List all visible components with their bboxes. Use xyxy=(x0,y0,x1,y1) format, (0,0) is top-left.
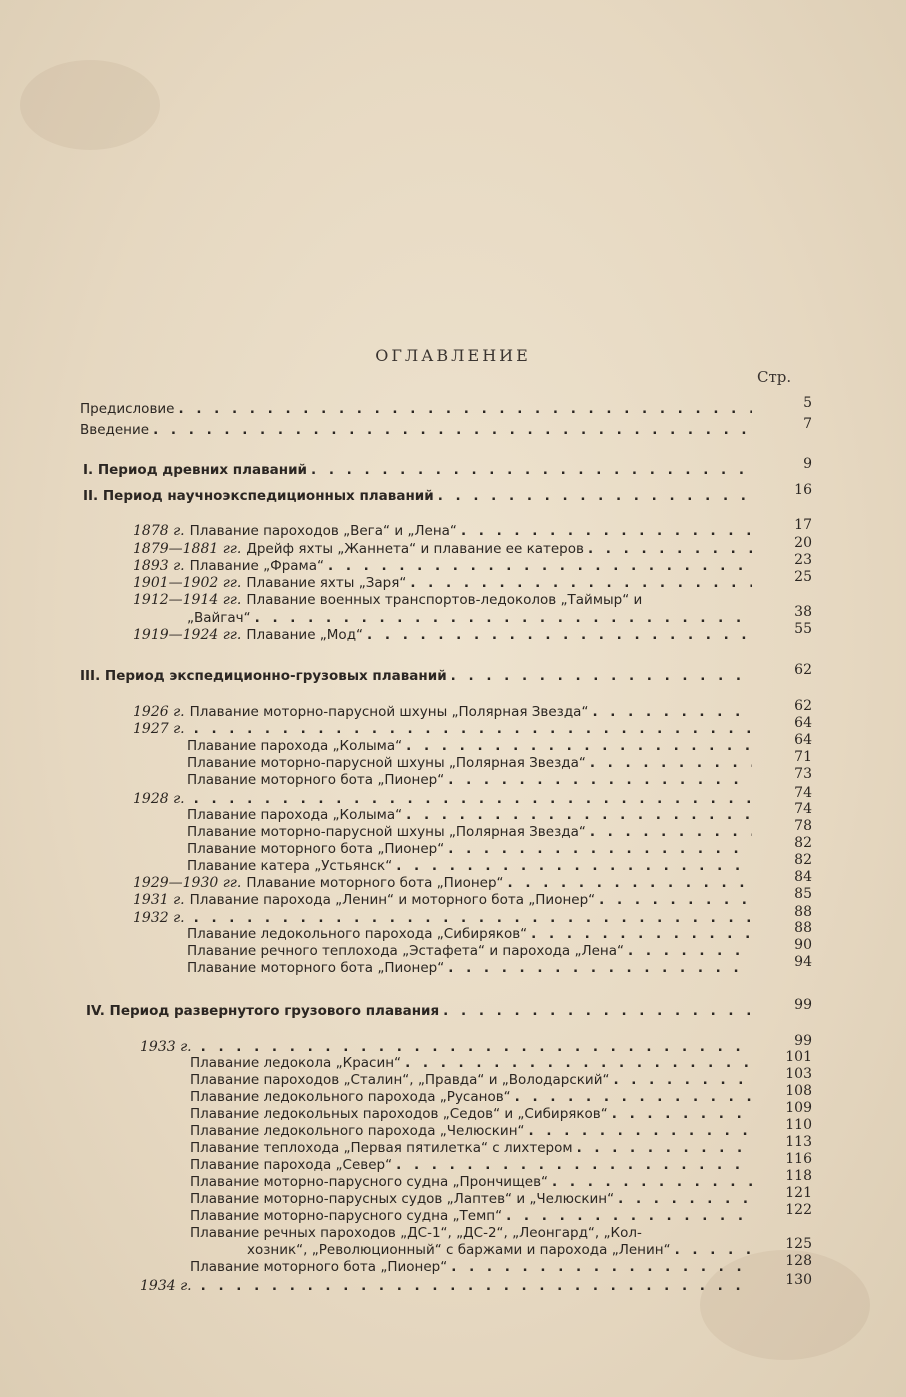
toc-row xyxy=(0,535,906,558)
toc-row xyxy=(0,621,906,644)
toc-entry xyxy=(133,891,752,909)
toc-year: 1901—1902 гг. xyxy=(133,575,242,591)
toc-title: Плавание парохода „Ленин“ и моторного бота „Пионер“ xyxy=(189,892,596,908)
toc-page-number: 7 xyxy=(803,416,812,432)
dot-leader xyxy=(396,1156,752,1174)
toc-year: 1912—1914 гг. xyxy=(133,592,242,608)
toc-title: Плавание моторно-парусной шхуны „Полярная Звезда“ xyxy=(189,704,589,720)
toc-title: Плавание моторного бота „Пионер“ xyxy=(187,772,445,788)
toc-entry xyxy=(190,1190,752,1208)
toc-page-number: 109 xyxy=(785,1100,812,1116)
toc-entry xyxy=(187,959,752,977)
toc-title: Плавание моторно-парусной шхуны „Полярная Звезда“ xyxy=(187,824,586,840)
toc-entry xyxy=(133,540,752,558)
toc-row xyxy=(0,920,906,943)
dot-leader xyxy=(508,874,752,892)
dot-leader xyxy=(448,771,752,789)
dot-leader xyxy=(675,1241,752,1259)
toc-page-number: 103 xyxy=(785,1066,812,1082)
toc-row xyxy=(0,1168,906,1191)
toc-entry xyxy=(190,1173,752,1191)
toc-row xyxy=(0,1083,906,1106)
toc-entry xyxy=(187,925,752,943)
toc-entry xyxy=(190,1207,752,1225)
toc-row xyxy=(0,416,906,439)
toc-page-number: 20 xyxy=(794,535,812,551)
toc-page-number: 38 xyxy=(794,604,812,620)
toc-entry xyxy=(190,1156,752,1174)
toc-title: Плавание речного теплохода „Эстафета“ и парохода „Лена“ xyxy=(187,943,625,959)
toc-entry xyxy=(80,400,752,418)
toc-year: 1932 г. xyxy=(133,910,185,926)
dot-leader xyxy=(590,823,752,841)
toc-page-number: 73 xyxy=(794,766,812,782)
toc-page-number: 99 xyxy=(794,1033,812,1049)
toc-entry xyxy=(187,840,752,858)
toc-title: Плавание яхты „Заря“ xyxy=(246,575,407,591)
toc-title: Дрейф яхты „Жаннета“ и плавание ее катеров xyxy=(246,541,584,557)
toc-entry xyxy=(187,771,752,789)
toc-entry xyxy=(133,703,752,721)
toc-title: Плавание „Фрама“ xyxy=(189,558,324,574)
dot-leader xyxy=(406,806,752,824)
toc-title: Плавание моторного бота „Пионер“ xyxy=(190,1259,448,1275)
toc-page-number: 74 xyxy=(794,785,812,801)
dot-leader xyxy=(194,720,752,738)
toc-page-number: 84 xyxy=(794,869,812,885)
toc-page-number: 108 xyxy=(785,1083,812,1099)
dot-leader xyxy=(311,461,752,479)
toc-row xyxy=(0,482,906,505)
toc-entry xyxy=(187,737,752,755)
toc-page-number: 122 xyxy=(785,1202,812,1218)
toc-page-number: 113 xyxy=(785,1134,812,1150)
toc-page-number: 82 xyxy=(794,835,812,851)
dot-leader xyxy=(255,609,752,627)
toc-title: Плавание катера „Устьянск“ xyxy=(187,858,393,874)
toc-entry xyxy=(133,574,752,592)
dot-leader xyxy=(590,754,752,772)
toc-title: Плавание моторно-парусного судна „Прончищев“ xyxy=(190,1174,549,1190)
toc-title: Плавание моторного бота „Пионер“ xyxy=(246,875,504,891)
toc-year: 1879—1881 гг. xyxy=(133,541,242,557)
toc-page-number: 62 xyxy=(794,698,812,714)
toc-row xyxy=(0,886,906,909)
toc-year: 1931 г. xyxy=(133,892,185,908)
toc-page-number: 62 xyxy=(794,662,812,678)
toc-row xyxy=(0,1202,906,1225)
dot-leader xyxy=(461,522,752,540)
toc-entry xyxy=(133,522,752,540)
toc-page-number: 64 xyxy=(794,732,812,748)
toc-entry xyxy=(133,626,752,644)
page-title: ОГЛАВЛЕНИЕ xyxy=(375,346,531,365)
toc-title: Предисловие xyxy=(80,401,175,417)
dot-leader xyxy=(588,540,752,558)
toc-entry xyxy=(187,609,752,627)
toc-entry xyxy=(133,874,752,892)
toc-title: Плавание ледокольного парохода „Сибиряков“ xyxy=(187,926,528,942)
toc-page-number: 101 xyxy=(785,1049,812,1065)
dot-leader xyxy=(451,1258,752,1276)
toc-entry xyxy=(140,1277,752,1295)
toc-title: Плавание парохода „Север“ xyxy=(190,1157,393,1173)
toc-row xyxy=(0,749,906,772)
toc-title: Введение xyxy=(80,422,150,438)
toc-row xyxy=(0,818,906,841)
toc-title: хозник“, „Революционный“ с баржами и парохода „Ленин“ xyxy=(247,1242,671,1258)
toc-year: 1878 г. xyxy=(133,523,185,539)
toc-page-number: 25 xyxy=(794,569,812,585)
toc-page-number: 5 xyxy=(803,395,812,411)
dot-leader xyxy=(153,421,752,439)
toc-row xyxy=(0,1253,906,1276)
toc-title: Плавание пароходов „Сталин“, „Правда“ и „Володарский“ xyxy=(190,1072,610,1088)
toc-row xyxy=(0,1049,906,1072)
toc-row xyxy=(0,1117,906,1140)
toc-title: IV. Период развернутого грузового плавания xyxy=(86,1003,440,1019)
dot-leader xyxy=(515,1088,752,1106)
dot-leader xyxy=(448,959,752,977)
toc-year: 1934 г. xyxy=(140,1278,192,1294)
toc-page-number: 64 xyxy=(794,715,812,731)
toc-row xyxy=(0,1151,906,1174)
toc-title: Плавание парохода „Колыма“ xyxy=(187,738,403,754)
toc-page-number: 16 xyxy=(794,482,812,498)
toc-row xyxy=(0,456,906,479)
toc-row xyxy=(0,801,906,824)
dot-leader xyxy=(592,703,752,721)
toc-entry xyxy=(190,1071,752,1089)
toc-row xyxy=(0,1224,906,1242)
toc-entry xyxy=(190,1122,752,1140)
toc-row xyxy=(0,698,906,721)
dot-leader xyxy=(410,574,752,592)
dot-leader xyxy=(178,400,752,418)
toc-year: 1919—1924 гг. xyxy=(133,627,242,643)
dot-leader xyxy=(618,1190,752,1208)
toc-page-number: 78 xyxy=(794,818,812,834)
toc-row xyxy=(0,1236,906,1259)
toc-title: Плавание моторного бота „Пионер“ xyxy=(187,960,445,976)
toc-entry xyxy=(86,1002,752,1020)
dot-leader xyxy=(367,626,752,644)
toc-entry xyxy=(80,667,752,685)
toc-page-number: 90 xyxy=(794,937,812,953)
toc-page-number: 94 xyxy=(794,954,812,970)
toc-title: Плавание военных транспортов-ледоколов „Таймыр“ и xyxy=(246,592,643,608)
dot-leader xyxy=(406,737,752,755)
toc-entry xyxy=(187,806,752,824)
toc-page-number: 121 xyxy=(785,1185,812,1201)
toc-title: Плавание ледокола „Красин“ xyxy=(190,1055,402,1071)
toc-row xyxy=(0,569,906,592)
toc-page-number: 130 xyxy=(785,1272,812,1288)
dot-leader xyxy=(506,1207,752,1225)
toc-title: „Вайгач“ xyxy=(187,610,251,626)
dot-leader xyxy=(529,1122,752,1140)
dot-leader xyxy=(599,891,752,909)
dot-leader xyxy=(531,925,752,943)
toc-year: 1927 г. xyxy=(133,721,185,737)
toc-entry xyxy=(187,942,752,960)
toc-entry xyxy=(190,1139,752,1157)
toc-entry xyxy=(190,1088,752,1106)
toc-title: Плавание речных пароходов „ДС-1“, „ДС-2“, „Леонгард“, „Кол- xyxy=(190,1225,642,1241)
toc-row xyxy=(0,997,906,1020)
toc-entry xyxy=(133,557,752,575)
toc-title: Плавание моторно-парусной шхуны „Полярная Звезда“ xyxy=(187,755,586,771)
toc-title: Плавание „Мод“ xyxy=(246,627,364,643)
toc-entry xyxy=(83,487,752,505)
dot-leader xyxy=(443,1002,752,1020)
toc-title: Плавание ледокольных пароходов „Седов“ и „Сибиряков“ xyxy=(190,1106,608,1122)
toc-page-number: 17 xyxy=(794,517,812,533)
dot-leader xyxy=(328,557,752,575)
toc-row xyxy=(0,766,906,789)
toc-page-number: 88 xyxy=(794,920,812,936)
toc-title: Плавание ледокольного парохода „Русанов“ xyxy=(190,1089,511,1105)
toc-year: 1926 г. xyxy=(133,704,185,720)
toc-row xyxy=(0,1185,906,1208)
toc-year: 1929—1930 гг. xyxy=(133,875,242,891)
dot-leader xyxy=(628,942,752,960)
toc-entry xyxy=(190,1105,752,1123)
toc-page-number: 23 xyxy=(794,552,812,568)
toc-year: 1928 г. xyxy=(133,791,185,807)
toc-title: II. Период научноэкспедиционных плаваний xyxy=(83,488,434,504)
toc-entry xyxy=(80,421,752,439)
toc-title: Плавание теплохода „Первая пятилетка“ с лихтером xyxy=(190,1140,573,1156)
dot-leader xyxy=(612,1105,752,1123)
toc-title: Плавание парохода „Колыма“ xyxy=(187,807,403,823)
toc-page-number: 128 xyxy=(785,1253,812,1269)
toc-page-number: 125 xyxy=(785,1236,812,1252)
toc-page-number: 9 xyxy=(803,456,812,472)
toc-entry xyxy=(83,461,752,479)
dot-leader xyxy=(396,857,752,875)
toc-page-number: 71 xyxy=(794,749,812,765)
toc-row xyxy=(0,1066,906,1089)
toc-title: Плавание ледокольного парохода „Челюскин“ xyxy=(190,1123,525,1139)
dot-leader xyxy=(577,1139,752,1157)
toc-title: Плавание моторного бота „Пионер“ xyxy=(187,841,445,857)
toc-entry xyxy=(133,720,752,738)
dot-leader xyxy=(448,840,752,858)
toc-title: Плавание моторно-парусного судна „Темп“ xyxy=(190,1208,503,1224)
toc-entry xyxy=(187,754,752,772)
dot-leader xyxy=(438,487,752,505)
dot-leader xyxy=(613,1071,752,1089)
toc-row xyxy=(0,715,906,738)
toc-page-number: 88 xyxy=(794,904,812,920)
toc-row xyxy=(0,835,906,858)
dot-leader xyxy=(552,1173,752,1191)
toc-row xyxy=(0,517,906,540)
toc-entry xyxy=(190,1054,752,1072)
dot-leader xyxy=(405,1054,752,1072)
toc-year: 1933 г. xyxy=(140,1039,192,1055)
toc-entry xyxy=(247,1241,752,1259)
dot-leader xyxy=(201,1277,752,1295)
toc-page-number: 99 xyxy=(794,997,812,1013)
toc-row xyxy=(0,395,906,418)
toc-entry xyxy=(187,823,752,841)
toc-page-number: 55 xyxy=(794,621,812,637)
toc-title: Плавание моторно-парусных судов „Лаптев“ и „Челюскин“ xyxy=(190,1191,615,1207)
toc-title: I. Период древних плаваний xyxy=(83,462,307,478)
toc-title: Плавание пароходов „Вега“ и „Лена“ xyxy=(189,523,457,539)
toc-row xyxy=(0,1134,906,1157)
toc-entry xyxy=(190,1224,752,1242)
toc-row xyxy=(0,662,906,685)
toc-entry xyxy=(133,591,752,609)
toc-page-number: 110 xyxy=(785,1117,812,1133)
toc-title: III. Период экспедиционно-грузовых плаваний xyxy=(80,668,447,684)
toc-row xyxy=(0,954,906,977)
toc-year: 1893 г. xyxy=(133,558,185,574)
toc-page-number: 85 xyxy=(794,886,812,902)
toc-row xyxy=(0,552,906,575)
toc-row xyxy=(0,591,906,609)
toc-page-number: 118 xyxy=(785,1168,812,1184)
toc-row xyxy=(0,732,906,755)
toc-entry xyxy=(187,857,752,875)
toc-row xyxy=(0,1272,906,1295)
toc-row xyxy=(0,869,906,892)
dot-leader xyxy=(451,667,752,685)
toc-page-number: 82 xyxy=(794,852,812,868)
page-column-header: Стр. xyxy=(757,368,792,386)
toc-page-number: 116 xyxy=(785,1151,812,1167)
toc-entry xyxy=(190,1258,752,1276)
paper-stain xyxy=(20,60,160,150)
toc-row xyxy=(0,852,906,875)
toc-page-number: 74 xyxy=(794,801,812,817)
toc-row xyxy=(0,937,906,960)
toc-row xyxy=(0,1100,906,1123)
toc-row xyxy=(0,604,906,627)
